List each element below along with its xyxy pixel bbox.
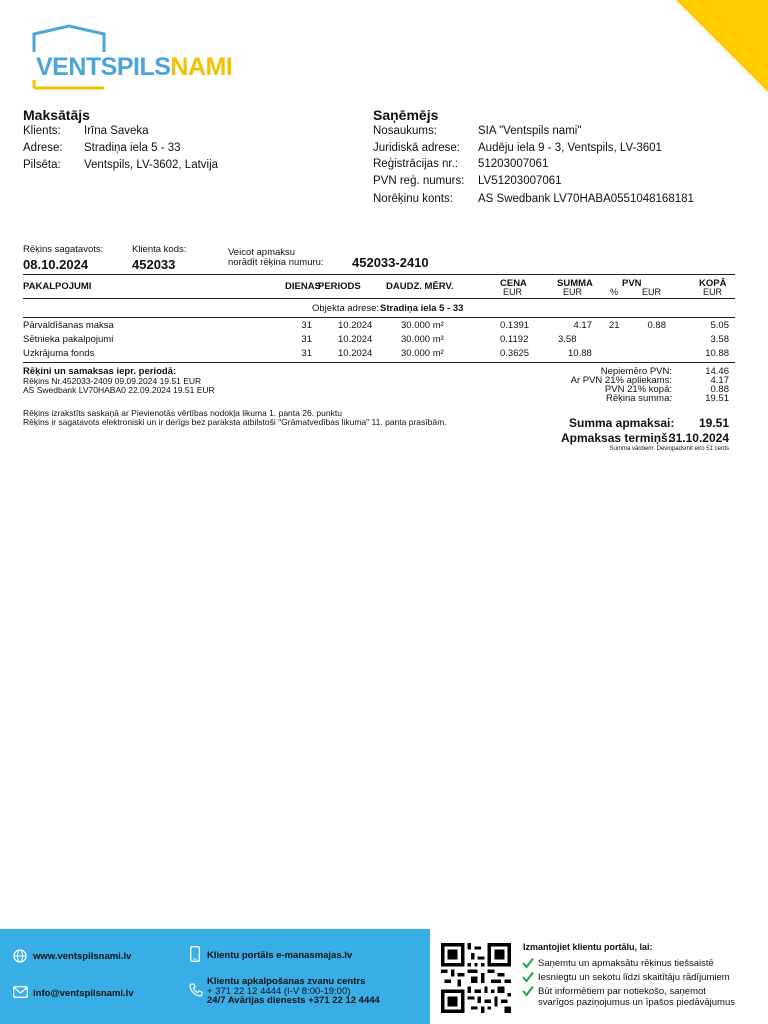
pay-note-1: Veicot apmaksu (228, 247, 296, 258)
previous-line-2: AS Swedbank LV70HABA0 22.09.2024 19.51 EUR (23, 385, 215, 395)
row-2-days: 31 (301, 334, 312, 345)
footer-notch (386, 929, 430, 1024)
col-services: PAKALPOJUMI (23, 281, 92, 292)
company-logo (28, 24, 233, 96)
due-amount-label: Summa apmaksai: (569, 416, 675, 430)
check-icon (522, 957, 534, 969)
totals-invoice-sum-label: Rēķina summa: (606, 393, 672, 404)
row-1-sum: 4.17 (573, 320, 592, 331)
telephone-icon (189, 983, 203, 997)
payer-client-value: Irīna Saveka (84, 125, 149, 137)
receiver-legal-address-label: Juridiskā adrese: (373, 142, 460, 154)
payer-city-value: Ventspils, LV-3602, Latvija (84, 159, 219, 171)
totals-no-vat-value: 14.46 (705, 366, 729, 377)
invoice-number: 452033-2410 (352, 255, 429, 270)
col-sum-unit: EUR (563, 287, 583, 297)
due-date-value: 31.10.2024 (668, 431, 729, 445)
row-3-price: 0.3625 (500, 348, 530, 359)
row-1-qty: 30.000 m² (401, 320, 444, 331)
payer-city-label: Pilsēta: (23, 159, 61, 171)
footer-emergency[interactable]: 24/7 Avārijas dienests +371 22 12 4444 (207, 995, 380, 1006)
receiver-account-value: AS Swedbank LV70HABA0551048168181 (478, 193, 694, 205)
legal-line-2: Rēķins ir sagatavots elektroniski un ir derīgs bez paraksta atbilstoši "Grāmatvedības likuma" 11. panta prasībām. (23, 417, 447, 427)
payer-address-value: Stradiņa iela 5 - 33 (84, 142, 181, 154)
row-2-name: Sētnieka pakalpojumi (23, 334, 114, 345)
mobile-phone-icon (190, 946, 200, 962)
footer-support-title: Klientu apkalpošanas zvanu centrs (207, 976, 366, 987)
totals-vat-sum-value: 0.88 (710, 384, 729, 395)
table-top-rule (23, 274, 735, 275)
payer-client-label: Klients: (23, 125, 61, 137)
col-vat-eur: EUR (642, 287, 662, 297)
client-code-label: Klienta kods: (132, 244, 187, 255)
col-price: CENA (500, 278, 527, 289)
row-1-period: 10.2024 (338, 320, 373, 331)
row-2-sum: 3.58 (558, 334, 577, 345)
logo-text (36, 53, 232, 82)
corner-decoration (676, 0, 768, 92)
legal-line-1: Rēķins izrakstīts saskaņā ar Pievienotās vērtības nodokļa likuma 1. panta 26. punktu (23, 408, 342, 418)
receiver-vat-label: PVN reģ. numurs: (373, 175, 465, 187)
col-days: DIENAS (285, 281, 321, 292)
col-sum: SUMMA (557, 278, 593, 289)
receiver-vat-value: LV51203007061 (478, 175, 562, 187)
receiver-title: Saņēmējs (373, 107, 439, 123)
row-1-name: Pārvaldīšanas maksa (23, 320, 114, 331)
invoice-created-value: 08.10.2024 (23, 257, 89, 272)
row-3-total: 10.88 (705, 348, 729, 359)
footer-portal-link[interactable]: Klientu portāls e-manasmajas.lv (207, 950, 353, 961)
benefit-1: Saņemtu un apmaksātu rēķinus tiešsaistē (538, 958, 714, 969)
object-address-value: Stradiņa iela 5 - 33 (380, 303, 464, 314)
totals-vat-sum-label: PVN 21% kopā: (604, 384, 672, 395)
row-1-days: 31 (301, 320, 312, 331)
row-1-vat-pct: 21 (609, 320, 620, 331)
row-2-price: 0.1192 (500, 334, 529, 345)
row-1-price: 0.1391 (500, 320, 530, 331)
receiver-legal-address-value: Audēju iela 9 - 3, Ventspils, LV-3601 (478, 142, 662, 154)
table-header-rule (23, 298, 735, 299)
portal-call-title: Izmantojiet klientu portālu, lai: (523, 942, 653, 952)
row-2-period: 10.2024 (338, 334, 373, 345)
payer-address-label: Adrese: (23, 142, 63, 154)
receiver-account-label: Norēķinu konts: (373, 193, 453, 205)
payer-title: Maksātājs (23, 107, 90, 123)
check-icon (522, 985, 534, 997)
totals-invoice-sum-value: 19.51 (705, 393, 729, 404)
col-period: PERIODS (318, 281, 361, 292)
row-2-total: 3.58 (710, 334, 729, 345)
col-total: KOPĀ (699, 278, 727, 289)
client-code-value: 452033 (132, 257, 176, 272)
footer-support-phone[interactable]: + 371 22 12 4444 (I-V 8:00-19:00) (207, 986, 351, 997)
col-vat-pct: % (610, 287, 619, 297)
benefit-3-cont: svarīgos paziņojumus un īpašos piedāvājumus (538, 997, 735, 1008)
row-3-period: 10.2024 (338, 348, 373, 359)
receiver-name-value: SIA "Ventspils nami" (478, 125, 582, 137)
col-vat: PVN (622, 278, 642, 289)
benefit-3: Būt informētiem par notiekošo, saņemot (538, 986, 706, 997)
previous-title: Rēķini un samaksas iepr. periodā: (23, 366, 177, 377)
row-3-days: 31 (301, 348, 312, 359)
receiver-reg-value: 51203007061 (478, 158, 549, 170)
row-3-qty: 30.000 m² (401, 348, 444, 359)
object-address-label: Objekta adrese: (312, 303, 380, 314)
row-1-vat-eur: 0.88 (647, 320, 666, 331)
row-1-total: 5.05 (710, 320, 729, 331)
due-amount-value: 19.51 (698, 416, 729, 430)
row-2-qty: 30.000 m² (401, 334, 444, 345)
totals-vat-taxable-value: 4.17 (710, 375, 729, 386)
previous-line-1: Rēķins Nr.452033-2409 09.09.2024 19.51 EUR (23, 376, 202, 386)
col-qty: DAUDZ. MĒRV. (386, 281, 454, 292)
table-bottom-rule (23, 362, 735, 363)
pay-note-2: norādīt rēķina numuru: (228, 257, 324, 268)
qr-code[interactable] (441, 943, 511, 1013)
invoice-created-label: Rēķins sagatavots: (23, 244, 104, 255)
object-address-rule (23, 317, 735, 318)
receiver-reg-label: Reģistrācijas nr.: (373, 158, 459, 170)
due-date-label: Apmaksas termiņš: (561, 431, 672, 445)
globe-icon (13, 949, 27, 963)
totals-vat-taxable-label: Ar PVN 21% apliekams: (570, 375, 672, 386)
col-total-unit: EUR (703, 287, 723, 297)
logo-nami: NAMI (170, 53, 233, 81)
row-3-sum: 10.88 (568, 348, 592, 359)
check-icon (522, 971, 534, 983)
amount-in-words: Summa vārdiem: Deviņpadsmit eiro 51 cents (609, 446, 729, 452)
footer-email-link[interactable]: info@ventspilsnami.lv (33, 988, 134, 999)
benefit-2: Iesniegtu un sekotu līdzi skaitītāju rādījumiem (538, 972, 730, 983)
col-price-unit: EUR (503, 287, 523, 297)
receiver-name-label: Nosaukums: (373, 125, 437, 137)
row-3-name: Uzkrājuma fonds (23, 348, 95, 359)
envelope-icon (13, 986, 28, 998)
footer-website-link[interactable]: www.ventspilsnami.lv (33, 951, 132, 962)
logo-ventspils: VENTSPILS (36, 53, 171, 81)
totals-no-vat-label: Nepiemēro PVN: (600, 366, 672, 377)
